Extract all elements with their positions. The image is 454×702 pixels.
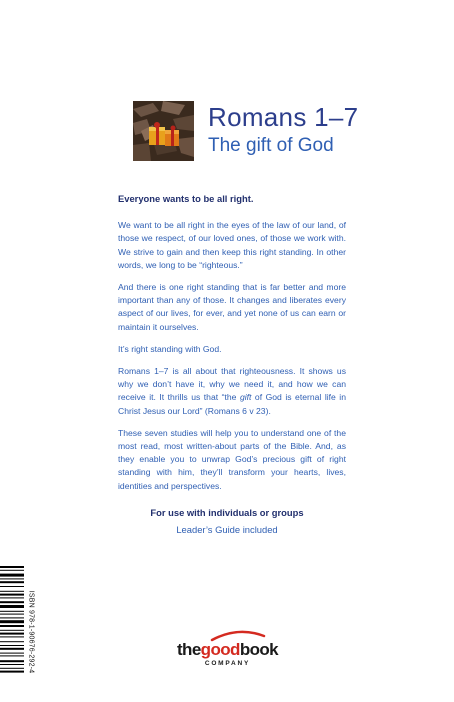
paragraph-1: We want to be all right in the eyes of the law of our land, of those we respect, of our loved ones, of those we work with. We strive to gain and then keep this right standing. In other words, we long to be “righteous.” [118,220,346,270]
paragraph-2: And there is one right standing that is far better and more important than any of those. It changes and liberates every aspect of our lives, for ever, and yet none of us can earn or maintain it ourselves. [118,282,346,332]
logo-the: the [176,640,201,659]
leaders-guide-note: Leader’s Guide included [176,524,278,535]
logo-good: good [200,640,240,659]
back-cover-copy [118,192,346,502]
book-title: Romans 1–7 [208,102,359,132]
usage-note: For use with individuals or groups [150,507,304,518]
cover-photo [133,101,194,161]
isbn-text: ISBN 978-1-90676-292-4 [27,590,35,674]
paragraph-4 [118,365,346,418]
logo-company: COMPANY [204,660,251,667]
paragraph-3: It’s right standing with God. [118,343,222,354]
logo-book: book [239,640,279,659]
publisher-logo [170,630,285,670]
paragraph-4-part-a: Romans 1–7 is all about that righteousness. It shows us why we don’t have it, why we need it, and how we can receive it. It thrills us that “the [118,366,346,403]
book-subtitle: The gift of God [208,135,334,156]
logo-wordmark [170,640,285,660]
paragraph-4-emphasis: gift [239,392,252,403]
lead-line: Everyone wants to be all right. [118,193,254,204]
paragraph-5: These seven studies will help you to understand one of the most read, most written-about parts of the Bible. And, as they enable you to unwrap God’s precious gift of right standing with him, they’ll transform your hearts, lives, identities and perspectives. [118,427,346,491]
paragraph-4-part-b: of God is eternal life in Christ Jesus our Lord” (Romans 6 v 23). [118,392,346,416]
